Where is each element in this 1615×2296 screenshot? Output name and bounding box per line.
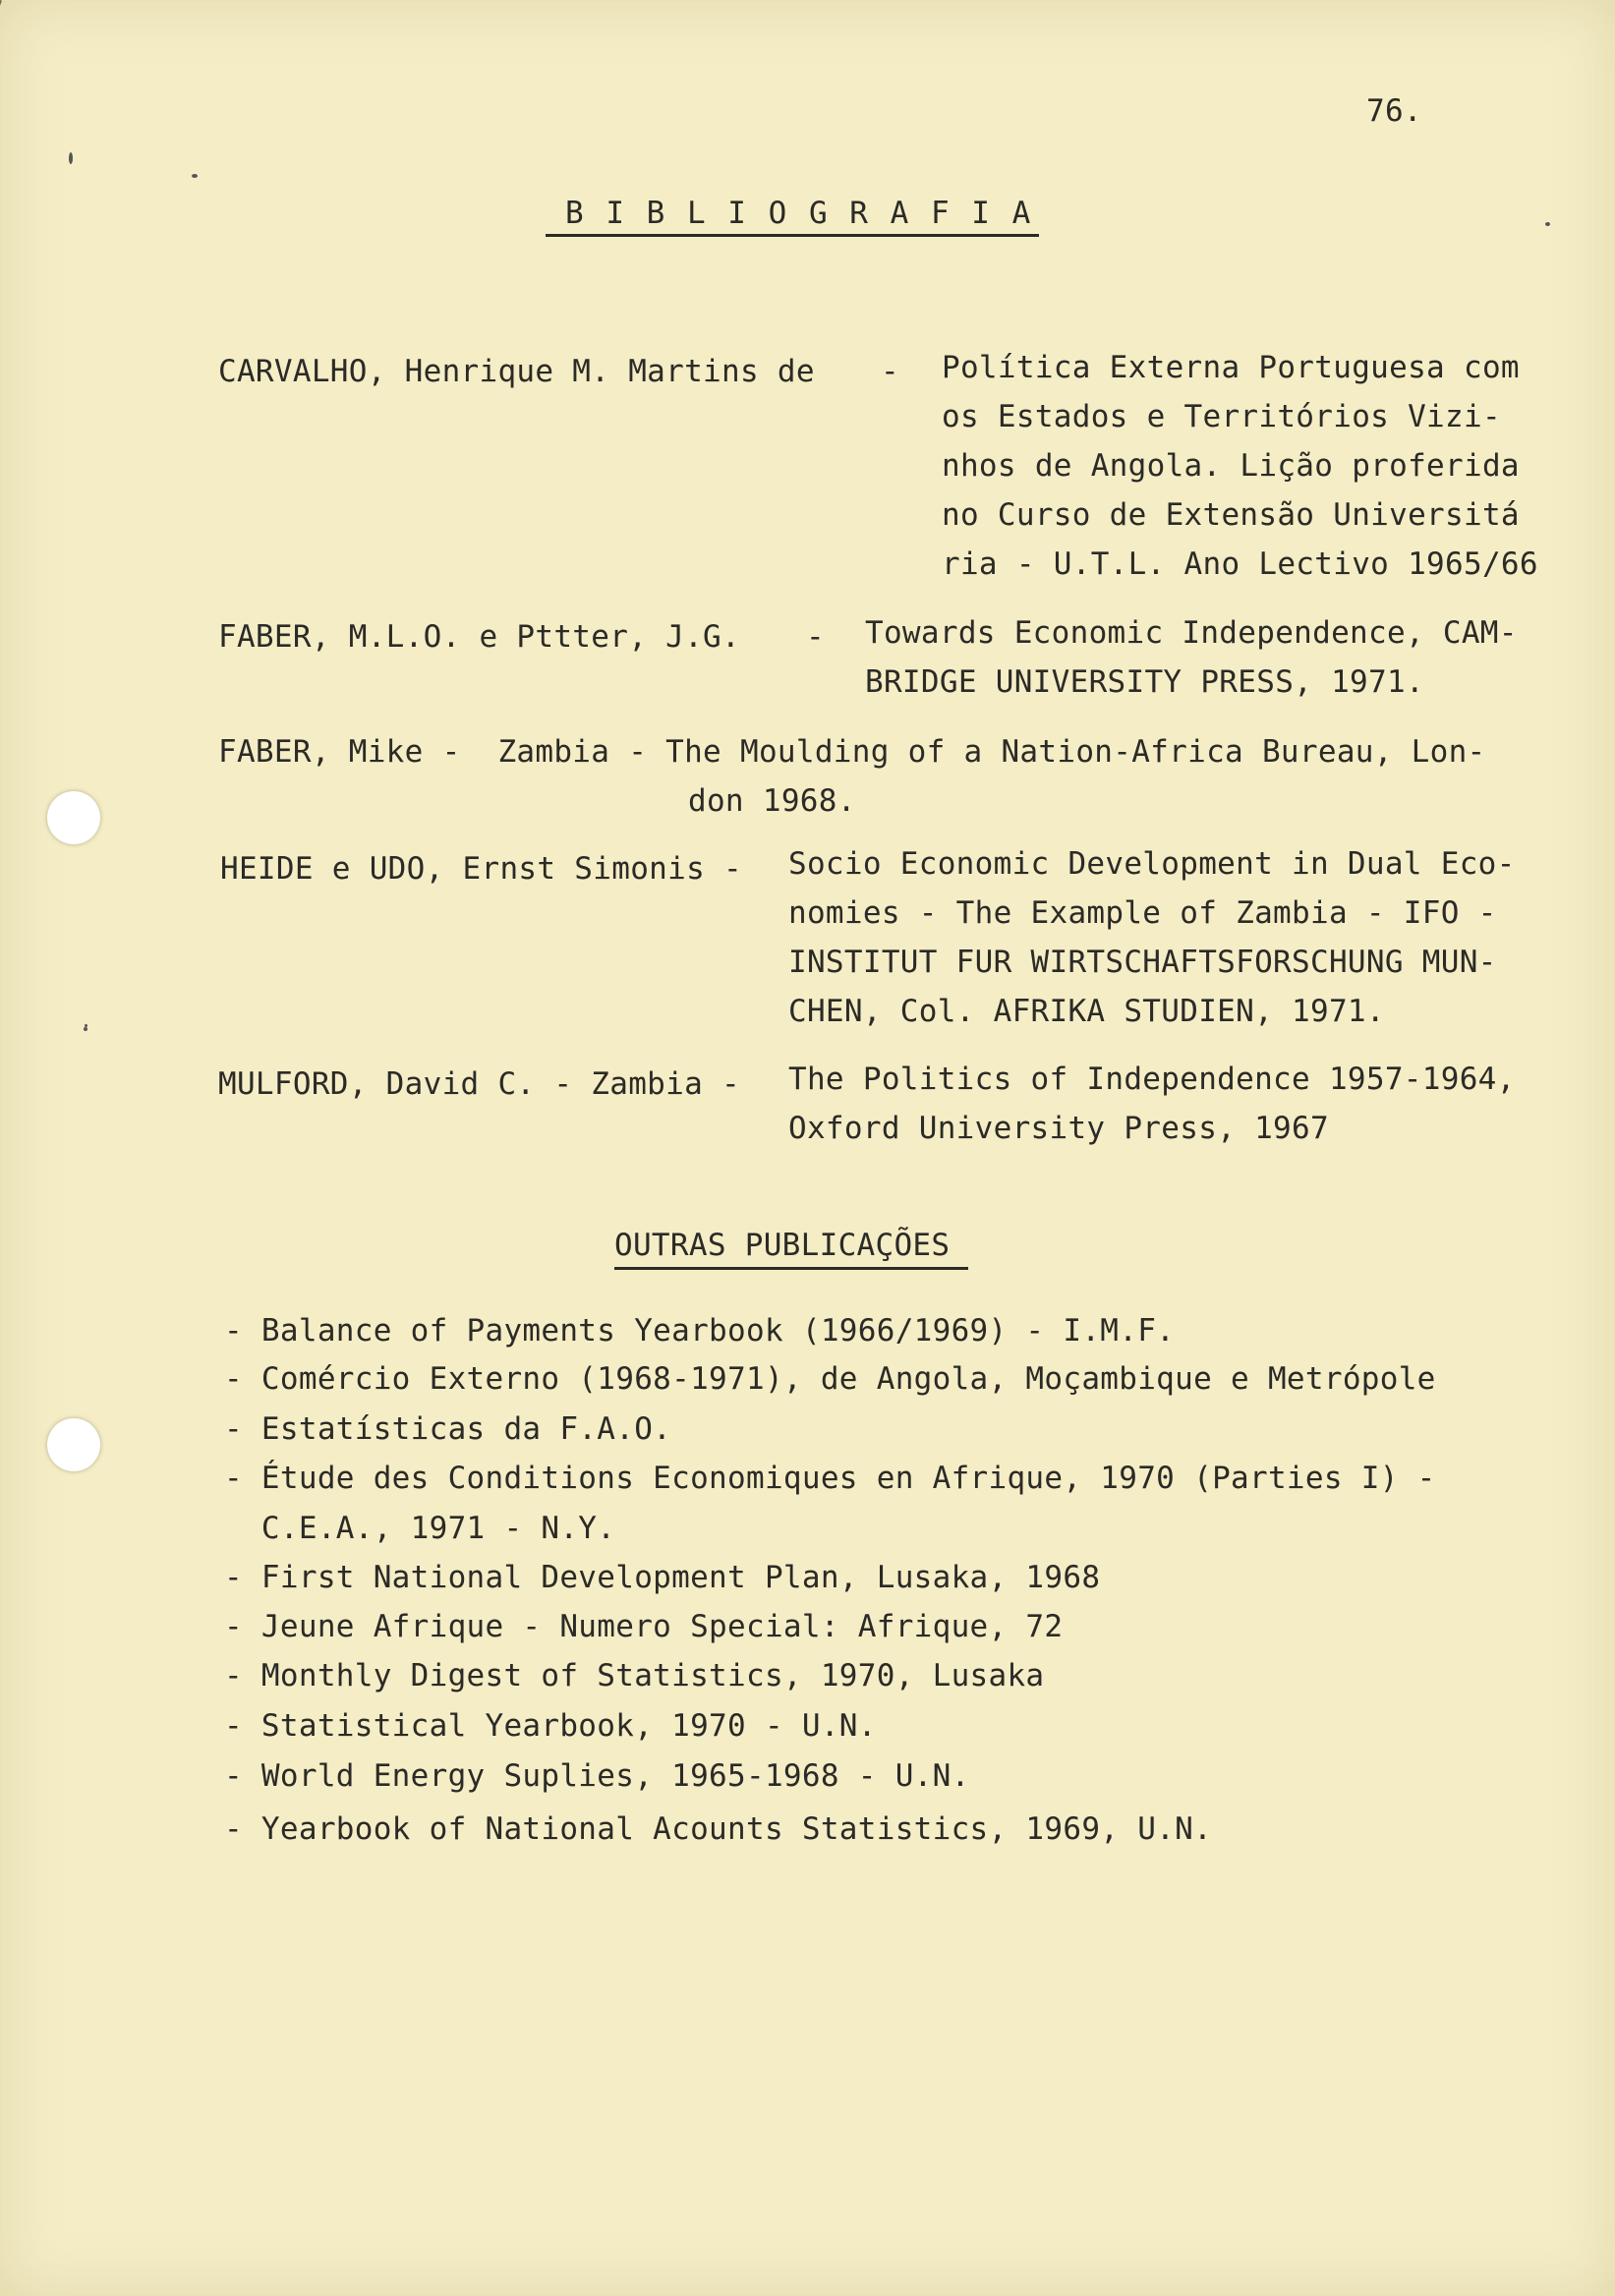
list-item: - Étude des Conditions Economiques en Afrique, 1970 (Parties I) - [224,1461,1436,1496]
list-item: - Yearbook of National Acounts Statistics, 1969, U.N. [224,1811,1213,1847]
list-item: - Comércio Externo (1968-1971), de Angola, Moçambique e Metrópole [224,1361,1436,1397]
entry-author: MULFORD, David C. - Zambia - [218,1066,740,1102]
entry-line: INSTITUT FUR WIRTSCHAFTSFORSCHUNG MUN- [788,945,1497,980]
list-item: - First National Development Plan, Lusaka, 1968 [224,1560,1101,1595]
entry-author: HEIDE e UDO, Ernst Simonis - [220,851,742,887]
punch-hole-bottom [47,1418,100,1471]
section-title-other: OUTRAS PUBLICAÇÕES [614,1228,951,1263]
title-underline [546,234,1039,237]
entry-line: don 1968. [688,783,856,819]
entry-line: Política Externa Portuguesa com [942,350,1520,385]
entry-author: FABER, M.L.O. e Pttter, J.G. [218,619,740,655]
section-underline [614,1267,968,1270]
entry-line: os Estados e Territórios Vizi- [942,399,1501,434]
list-item: - Monthly Digest of Statistics, 1970, Lusaka [224,1658,1045,1693]
entry-line: CHEN, Col. AFRIKA STUDIEN, 1971. [788,994,1385,1029]
list-item: - Balance of Payments Yearbook (1966/1969) - I.M.F. [224,1313,1176,1349]
entry-line: nhos de Angola. Lição proferida [942,448,1520,484]
list-item: - World Energy Suplies, 1965-1968 - U.N. [224,1758,970,1794]
entry-line: BRIDGE UNIVERSITY PRESS, 1971. [865,664,1424,700]
entry-line: FABER, Mike - Zambia - The Moulding of a Nation-Africa Bureau, Lon- [218,734,1486,770]
page-title: B I B L I O G R A F I A [565,196,1033,231]
entry-line: no Curso de Extensão Universitá [942,497,1520,533]
paper-speck [84,1027,87,1031]
entry-dash: - [806,619,825,655]
entry-line: Towards Economic Independence, CAM- [865,615,1518,651]
entry-line: The Politics of Independence 1957-1964, [788,1062,1516,1097]
paper-speck [85,1024,87,1027]
page-number: 76. [1366,93,1422,129]
list-item: - Jeune Afrique - Numero Special: Afrique, 72 [224,1609,1064,1644]
entry-dash: - [881,354,899,389]
paper-speck [1545,222,1550,226]
paper-speck [192,174,198,178]
list-item: - Statistical Yearbook, 1970 - U.N. [224,1708,877,1744]
entry-line: Socio Economic Development in Dual Eco- [788,846,1516,882]
list-item: C.E.A., 1971 - N.Y. [224,1511,616,1546]
page-corner-mark [0,0,2,56]
entry-line: nomies - The Example of Zambia - IFO - [788,895,1497,931]
punch-hole-top [47,791,100,844]
entry-line: Oxford University Press, 1967 [788,1111,1329,1146]
paper-speck [69,152,73,164]
entry-author: CARVALHO, Henrique M. Martins de [218,354,815,389]
list-item: - Estatísticas da F.A.O. [224,1411,672,1447]
entry-line: ria - U.T.L. Ano Lectivo 1965/66 [942,546,1538,582]
